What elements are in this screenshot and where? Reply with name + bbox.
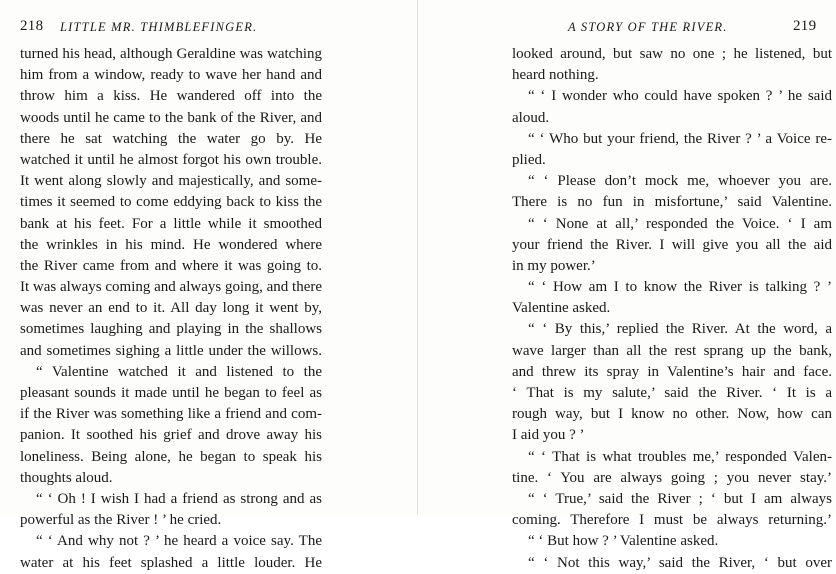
text-line: “ ‘ And why not ? ’ he heard a voice say. The: [36, 533, 322, 550]
text-line: rough way, but I know no other. Now, how can: [512, 406, 832, 423]
text-line: thoughts aloud.: [20, 469, 113, 486]
text-line: the wrinkles in his mind. He wondered where: [20, 236, 322, 253]
left-page: [0, 0, 418, 571]
right-page-text: [512, 44, 832, 574]
text-line: your friend the River. I will give you all the aid: [512, 236, 832, 253]
text-line: and threw its spray in Valentine’s hair and face.: [512, 363, 832, 380]
text-line: in my power.’: [512, 257, 596, 274]
text-line: woods until he came to the bank of the River, and: [20, 109, 322, 126]
text-line: “ ‘ True,’ said the River ; ‘ but I am always: [528, 490, 832, 507]
text-line: “ ‘ Who but your friend, the River ? ’ a Voice re-: [528, 130, 832, 147]
text-line: ‘ That is my salute,’ said the River. ‘ It is a: [512, 385, 832, 401]
text-line: I aid you ? ’: [512, 427, 585, 444]
left-page-text: [20, 44, 322, 574]
text-line: loneliness. Being alone, he began to speak his: [20, 448, 322, 465]
text-line: wave larger than all the rest sprang up the bank,: [512, 342, 832, 359]
text-line: times it seemed to come eddying back to kiss the: [20, 194, 322, 211]
running-head-right: A STORY OF THE RIVER.: [568, 20, 728, 34]
text-line: “ ‘ Oh ! I wish I had a friend as strong and as: [36, 490, 322, 507]
text-line: tine. ‘ You are always going ; you never stay.’: [512, 469, 832, 486]
text-line: turned his head, although Geraldine was watching: [20, 46, 322, 62]
text-line: aloud.: [512, 109, 550, 126]
text-line: looked around, but saw no one ; he listened, but: [512, 46, 832, 62]
text-line: there he sat watching the water go by. He: [20, 130, 322, 147]
text-line: panion. It soothed his grief and drove away his: [20, 427, 322, 444]
text-line: was never an end to it. All day long it went by,: [20, 300, 322, 317]
text-line: watched it until he almost forgot his own trouble.: [20, 151, 322, 168]
text-line: heard nothing.: [512, 67, 599, 84]
text-line: if the River was something like a friend and com-: [20, 406, 322, 423]
text-line: powerful as the River ! ’ he cried.: [20, 512, 222, 529]
text-line: and sometimes sighing a little under the willows.: [20, 342, 322, 359]
text-line: “ ‘ That is what troubles me,’ responded Valen-: [528, 448, 832, 465]
text-line: the River came from and where it was going to.: [20, 257, 322, 274]
text-line: plied.: [512, 151, 546, 168]
text-line: water at his feet splashed a little louder. He: [20, 554, 322, 571]
right-page: [418, 0, 836, 571]
text-line: “ ‘ But how ? ’ Valentine asked.: [528, 533, 719, 550]
text-line: Valentine asked.: [512, 300, 611, 317]
text-line: “ ‘ By this,’ replied the River. At the word, a: [528, 321, 832, 338]
text-line: sometimes laughing and playing in the shallows: [20, 321, 322, 338]
text-line: “ Valentine watched it and listened to the: [36, 363, 322, 380]
text-line: “ ‘ Not this way,’ said the River, ‘ but over: [528, 554, 832, 571]
text-line: pleasant sounds it made until he began to feel as: [20, 385, 322, 401]
page-number-right: 219: [793, 18, 817, 34]
text-line: coming. Therefore I must be always returning.’: [512, 512, 832, 529]
text-line: him from a window, ready to wave her hand and: [20, 67, 322, 84]
page-number-left: 218: [20, 18, 44, 34]
text-line: “ ‘ Please don’t mock me, whoever you are.: [528, 173, 832, 190]
text-line: It was always coming and always going, and there: [20, 279, 322, 296]
text-line: bank at his feet. For a little while it smoothed: [20, 215, 322, 232]
text-line: throw him a kiss. He wandered off into the: [20, 88, 322, 105]
text-line: “ ‘ How am I to know the River is talking ? ’: [528, 279, 832, 296]
text-line: “ ‘ I wonder who could have spoken ? ’ he said: [528, 88, 832, 105]
text-line: There is no fun in misfortune,’ said Valentine.: [512, 194, 832, 211]
text-line: “ ‘ None at all,’ responded the Voice. ‘ I am: [528, 215, 832, 232]
text-line: It went along slowly and majestically, and some-: [20, 173, 322, 190]
running-head-left: LITTLE MR. THIMBLEFINGER.: [60, 20, 258, 34]
